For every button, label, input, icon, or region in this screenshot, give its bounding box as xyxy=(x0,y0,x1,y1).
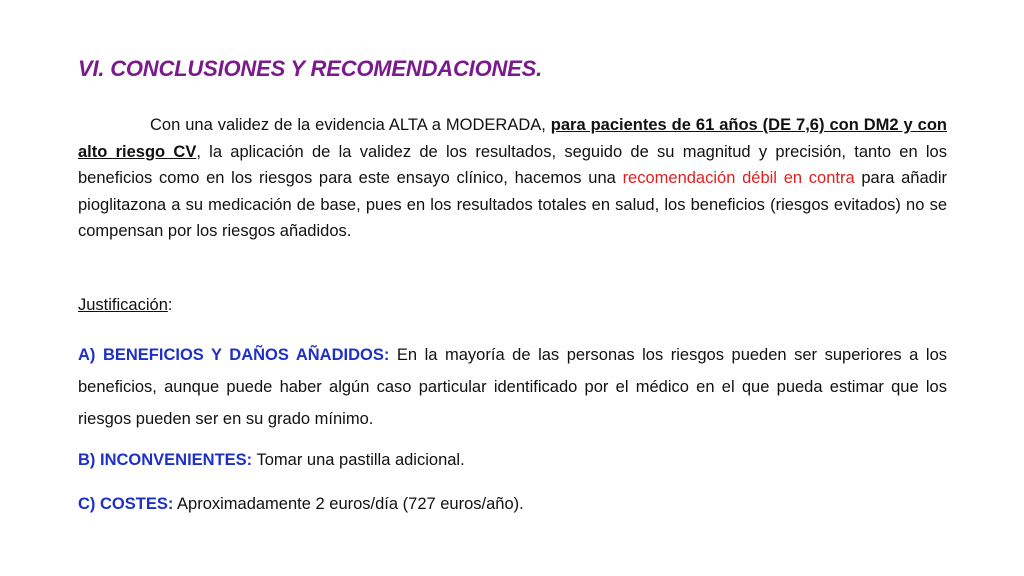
section-b-text: Tomar una pastilla adicional. xyxy=(252,451,465,469)
justification-colon: : xyxy=(167,296,173,314)
conclusion-intro: Con una validez de la evidencia ALTA a MODERADA, xyxy=(150,116,551,134)
section-b-label: B) INCONVENIENTES: xyxy=(78,451,253,469)
justification-heading-text: Justificación xyxy=(78,296,168,314)
conclusion-recommendation: recomendación débil en contra xyxy=(622,169,855,187)
justification-heading xyxy=(78,296,172,315)
conclusion-middle: , la aplicación de la validez de los resultados, seguido de su magnitud y precisión, tanto en los beneficios como en los riesgos para este ensayo clínico, hacemos una xyxy=(78,142,947,187)
slide-title: VI. CONCLUSIONES Y RECOMENDACIONES. xyxy=(78,56,543,81)
conclusion-paragraph xyxy=(78,112,947,245)
section-a-label: A) BENEFICIOS Y DAÑOS AÑADIDOS: xyxy=(78,346,390,364)
section-b-line xyxy=(78,451,465,470)
section-a-paragraph xyxy=(78,339,947,435)
section-c-line xyxy=(78,495,524,514)
section-c-text: Aproximadamente 2 euros/día (727 euros/año). xyxy=(173,495,524,513)
section-c-label: C) COSTES: xyxy=(78,495,174,513)
conclusion-end: para añadir pioglitazona a su medicación de base, pues en los resultados totales en salud, los beneficios (riesgos evitados) no se compensan por los riesgos añadidos. xyxy=(78,169,947,240)
section-a-text: En la mayoría de las personas los riesgos pueden ser superiores a los beneficios, aunque puede haber algún caso particular identificado por el médico en el que pueda estimar que los riesgos pueden ser en su grado mínimo. xyxy=(78,346,947,428)
conclusion-population: para pacientes de 61 años (DE 7,6) con DM2 y con alto riesgo CV xyxy=(78,116,947,161)
